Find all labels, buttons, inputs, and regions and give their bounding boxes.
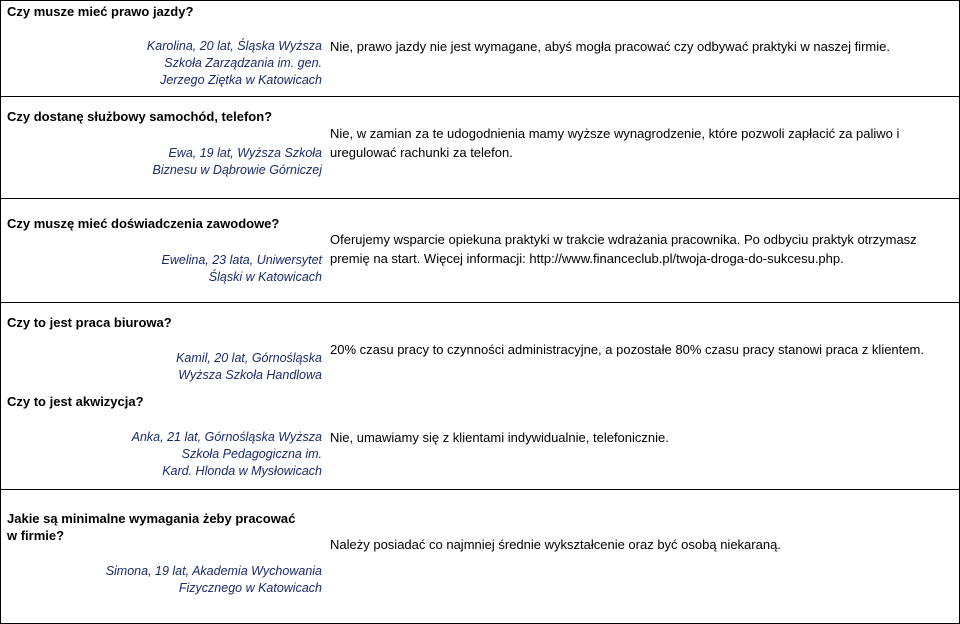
answer-1: Nie, prawo jazdy nie jest wymagane, abyś mogła pracować czy odbywać praktyki w naszej firmie. [330, 39, 890, 54]
author-line: Szkoła Zarządzania im. gen. [164, 56, 322, 70]
author-line: Ewa, 19 lat, Wyższa Szkoła [168, 146, 322, 160]
author-line: Śląski w Katowicach [208, 270, 322, 284]
author-line: Jerzego Ziętka w Katowicach [160, 73, 322, 87]
author-2 [152, 145, 322, 179]
answer-6: Należy posiadać co najmniej średnie wykształcenie oraz być osobą niekaraną. [330, 537, 781, 552]
column-divider [0, 0, 1, 624]
question-3: Czy muszę mieć doświadczenia zawodowe? [7, 216, 280, 231]
question-2: Czy dostanę służbowy samochód, telefon? [7, 109, 273, 124]
row-divider [0, 96, 960, 97]
author-line: Simona, 19 lat, Akademia Wychowania [105, 564, 322, 578]
answer-3: Oferujemy wsparcie opiekuna praktyki w trakcie wdrażania pracownika. Po odbyciu praktyk otrzymasz premię na start. Więcej informacji: http://www.financeclub.pl/twoja-droga-do-sukcesu.php. [330, 232, 917, 266]
answer-4: 20% czasu pracy to czynności administracyjne, a pozostałe 80% czasu pracy stanowi praca z klientem. [330, 342, 924, 357]
author-6 [106, 563, 322, 597]
author-line: Anka, 21 lat, Górnośląska Wyższa [131, 430, 322, 444]
row-divider [0, 0, 960, 1]
author-line: Fizycznego w Katowicach [178, 581, 322, 595]
question-5: Czy to jest akwizycja? [7, 394, 144, 409]
author-line: Biznesu w Dąbrowie Górniczej [152, 163, 322, 177]
question-1: Czy musze mieć prawo jazdy? [7, 4, 194, 19]
author-4 [176, 350, 322, 384]
author-line: Karolina, 20 lat, Śląska Wyższa [146, 39, 322, 53]
author-1 [147, 38, 322, 89]
row-divider [0, 489, 960, 490]
author-line: Kamil, 20 lat, Górnośląska [176, 351, 322, 365]
row-divider [0, 302, 960, 303]
row-divider [0, 198, 960, 199]
author-line: Wyższa Szkoła Handlowa [178, 368, 322, 382]
author-line: Kard. Hlonda w Mysłowicach [162, 464, 322, 478]
question-6: Jakie są minimalne wymagania żeby pracować w firmie? [7, 511, 296, 543]
author-line: Szkoła Pedagogiczna im. [181, 447, 322, 461]
author-line: Ewelina, 23 lata, Uniwersytet [161, 253, 322, 267]
answer-2: Nie, w zamian za te udogodnienia mamy wyższe wynagrodzenie, które pozwoli zapłacić za paliwo i uregulować rachunki za telefon. [330, 126, 900, 160]
answer-5: Nie, umawiamy się z klientami indywidualnie, telefonicznie. [330, 430, 669, 445]
author-5 [132, 429, 322, 480]
question-4: Czy to jest praca biurowa? [7, 315, 172, 330]
author-3 [162, 252, 323, 286]
